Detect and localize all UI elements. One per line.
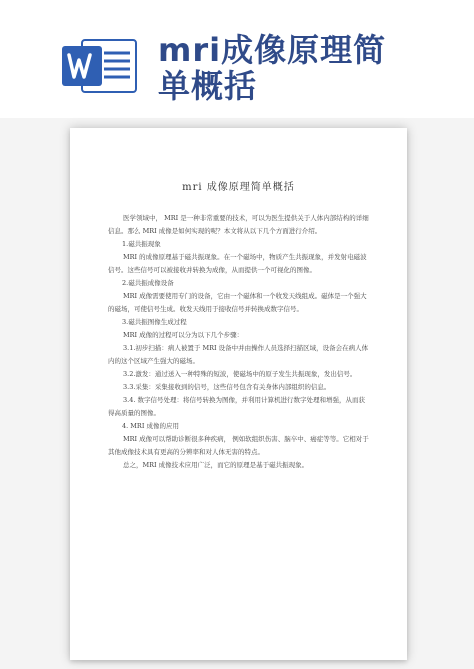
step-3-4: 3.4. 数字信号处理：将信号转换为图像，并利用计算机进行数字处理和增强，从而获得高质量的图像。 xyxy=(108,396,365,417)
banner-title-line-2: 单概括 xyxy=(158,67,258,105)
banner-title xyxy=(158,32,458,104)
section-paragraph-3: MRI 成像的过程可以分为以下几个步骤： xyxy=(123,331,244,339)
header-banner xyxy=(0,0,474,118)
document-title: mri 成像原理简单概括 xyxy=(182,182,295,193)
document-page xyxy=(70,128,407,660)
document-body xyxy=(108,212,370,472)
section-heading-3: 3.磁共振图像生成过程 xyxy=(122,318,187,326)
section-heading-2: 2.磁共振成像设备 xyxy=(122,279,174,287)
step-3-3: 3.3.采集：采集接收到的信号，这些信号包含有关身体内部组织的信息。 xyxy=(123,383,331,391)
banner-title-line-1: mri成像原理简 xyxy=(158,31,387,69)
section-paragraph-2: MRI 成像需要使用专门的设备，它由一个磁体和一个收发天线组成。磁体是一个强大的磁场，可使信号生成。收发天线用于接收信号并转换成数字信号。 xyxy=(108,292,367,313)
step-3-2: 3.2.激发：通过送入一种特殊的短波，使磁场中的原子发生共振现象，发出信号。 xyxy=(123,370,357,378)
intro-paragraph: 医学领域中， MRI 是一种非常重要的技术，可以为医生提供关于人体内部结构的详细信息。那么 MRI 成像是如何实现的呢？本文将从以下几个方面进行介绍。 xyxy=(108,214,369,235)
section-paragraph-4: MRI 成像可以帮助诊断很多种疾病， 例如软组织伤害、脑卒中、癌症等等。它相对于其他成像技术具有更高的分辨率和对人体无害的特点。 xyxy=(108,435,369,456)
section-heading-1: 1.磁共振现象 xyxy=(122,240,161,248)
conclusion-paragraph: 总之，MRI 成像技术应用广泛，而它的原理是基于磁共振现象。 xyxy=(123,461,309,469)
section-paragraph-1: MRI 的成像原理基于磁共振现象。在一个磁场中，物质产生共振现象，并发射电磁波信号。这些信号可以被接收并转换为成像，从而提供一个可视化的图像。 xyxy=(108,253,367,274)
step-3-1: 3.1.初步扫描：病人被置于 MRI 设备中并由操作人员选择扫描区域，设备会在病人体内的这个区域产生强大的磁场。 xyxy=(108,344,369,365)
word-document-icon xyxy=(60,38,140,94)
section-heading-4: 4. MRI 成像的应用 xyxy=(122,422,179,430)
